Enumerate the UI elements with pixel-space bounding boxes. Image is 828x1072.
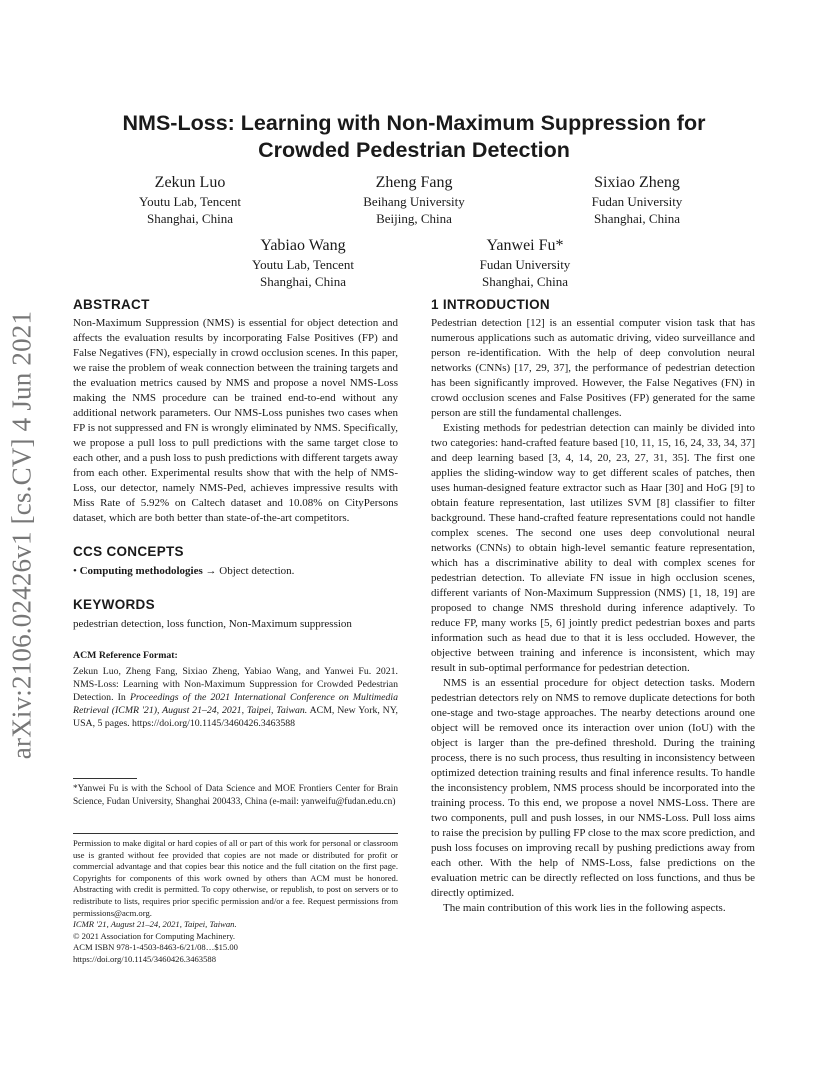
author-name: Yabiao Wang xyxy=(260,237,346,254)
author-affiliation: Youtu Lab, Tencent xyxy=(252,257,354,272)
paper-title xyxy=(60,110,768,164)
author-name: Sixiao Zheng xyxy=(594,174,680,191)
abstract-text: Non-Maximum Suppression (NMS) is essential for object detection and affects the evaluation results by incorporating False Positives (FP) and False Negatives (FN), especially in crowd occlusion scenes. In this paper, we raise the problem of weak connection between the training targets and the evaluation metrics caused by NMS and propose a novel NMS-Loss making the NMS procedure can be trained end-to-end without any additional network parameters. Our NMS-Loss punishes two cases when FP is not suppressed and FN is wrongly eliminated by NMS. Specifically, we propose a pull loss to pull predictions with the same target close to each other, and a push loss to push predictions with different targets away from each other. Experimental results show that with the help of NMS-Loss, our detector, namely NMS-Ped, achieves impressive results with Miss Rate of 5.92% on Caltech dataset and 10.08% on CityPersons dataset, which are both better than state-of-the-art competitors. xyxy=(73,317,398,524)
author-location: Beijing, China xyxy=(376,211,452,226)
ccs-term: Computing methodologies xyxy=(79,565,203,577)
author-name: Zheng Fang xyxy=(375,174,453,191)
left-column xyxy=(73,296,398,730)
title-line-2: Crowded Pedestrian Detection xyxy=(258,138,570,162)
acm-reference-text xyxy=(73,665,398,730)
title-line-1: NMS-Loss: Learning with Non-Maximum Suppression for xyxy=(122,111,706,135)
author-location: Shanghai, China xyxy=(260,274,346,289)
author-block xyxy=(314,173,514,227)
keywords-text: pedestrian detection, loss function, Non-Maximum suppression xyxy=(73,618,352,630)
acm-reference-authors: Zekun Luo, Zheng Fang, Sixiao Zheng, Yabiao Wang, and Yanwei Fu. 2021. NMS-Loss: Learning with Non-Maximum Suppression for Crowded Pedestrian Detection. In xyxy=(73,666,398,703)
footnote: *Yanwei Fu is with the School of Data Science and MOE Frontiers Center for Brain Science, Fudan University, Shanghai 200433, China (e-mail: yanweifu@fudan.edu.cn) xyxy=(73,784,398,807)
ccs-concept xyxy=(73,564,398,579)
permission-text: Permission to make digital or hard copies of all or part of this work for personal or classroom use is granted without fee provided that copies are not made or distributed for profit or commercial advantage and that copies bear this notice and the full citation on the first page. Copyrights for components of this work owned by others than ACM must be honored. Abstracting with credit is permitted. To copy otherwise, or republish, to post on servers or to redistribute to lists, requires prior specific permission and/or a fee. Request permissions from permissions@acm.org. xyxy=(73,838,398,918)
author-affiliation: Beihang University xyxy=(363,194,465,209)
keywords-heading: KEYWORDS xyxy=(73,597,155,612)
author-block xyxy=(537,173,737,227)
author-name: Yanwei Fu* xyxy=(486,237,564,254)
acm-reference-tail: ACM, New York, NY, USA, 5 pages. https://doi.org/10.1145/3460426.3463588 xyxy=(73,705,398,729)
author-location: Shanghai, China xyxy=(594,211,680,226)
permission-isbn: ACM ISBN 978-1-4503-8463-6/21/08…$15.00 xyxy=(73,942,238,953)
intro-paragraph: The main contribution of this work lies in the following aspects. xyxy=(443,902,726,914)
ccs-bullet: • xyxy=(73,565,77,577)
arxiv-id: arXiv:2106.02426v1 [cs.CV] 4 Jun 2021 xyxy=(6,310,37,760)
ccs-arrow: → xyxy=(205,565,217,577)
acm-reference-heading: ACM Reference Format: xyxy=(73,650,178,661)
permission-rule xyxy=(73,833,398,834)
intro-paragraph: NMS is an essential procedure for object detection tasks. Modern pedestrian detectors rely on NMS to remove duplicate detections for both one-stage and two-stage approaches. The nearby detections around one object will be removed once its interaction over union (IoU) with the object is larger than the pre-defined threshold. During the training process, there is no such process, thus resulting in inconsistency between optimized detection training results and final inference results. To handle the inconsistency problem, NMS process should be incorporated into the training process. To this end, we propose a novel NMS-Loss. There are two components, pull and push losses, in our NMS-Loss. Pull loss aims to raise the precision by pulling FP close to the max score prediction, and push loss focuses on improving recall by pushing predictions away from each other. With the help of NMS-Loss, false predictions on the evaluation metric can be directly reflected on loss functions, and thus be directly optimized. xyxy=(431,677,755,899)
ccs-value: Object detection. xyxy=(219,565,295,577)
right-column xyxy=(431,296,755,916)
author-affiliation: Youtu Lab, Tencent xyxy=(139,194,241,209)
author-block xyxy=(90,173,290,227)
author-block xyxy=(203,236,403,290)
author-affiliation: Fudan University xyxy=(591,194,683,209)
author-affiliation: Fudan University xyxy=(479,257,571,272)
intro-paragraph: Existing methods for pedestrian detection can mainly be divided into two categories: hand-crafted feature based [10, 11, 15, 16, 24, 33, 34, 37] and deep learning based [3, 4, 14, 20, 23, 27, 31, 35]. The first one applies the sliding-window way to get different scales of patches, then uses human-designed feature extractor such as Haar [30] and HoG [9] to obtain feature representation, last utilizes SVM [8] classifier to filter background. These hand-crafted feature representations could not handle complex scenes. The second one uses deep convolutional neural networks (CNNs) to obtain high-level semantic feature representation, which has a discriminative ability to deal with complex scenes for pedestrian detection. To alleviate FN issue in high occlusion scenes, different variants of Non-Maximum Suppression (NMS) [1, 18, 19] are proposed to change NMS threshold during inference adaptively. To reduce FP, many works [5, 6] jointly predict pedestrian boxes and parts information such as head due to that it is less occluded. However, the objective between training and inference is inconsistent, which may result in sub-optimal performance for pedestrian detection. xyxy=(431,422,755,674)
introduction-heading: 1 INTRODUCTION xyxy=(431,297,550,312)
permission-block xyxy=(73,838,398,966)
permission-copyright: © 2021 Association for Computing Machinery. xyxy=(73,930,236,941)
permission-doi: https://doi.org/10.1145/3460426.3463588 xyxy=(73,953,216,964)
permission-venue: ICMR '21, August 21–24, 2021, Taipei, Taiwan. xyxy=(73,919,237,930)
author-block xyxy=(425,236,625,290)
author-location: Shanghai, China xyxy=(147,211,233,226)
acm-reference-venue: Proceedings of the 2021 International Conference on Multimedia Retrieval (ICMR '21), August 21–24, 2021, Taipei, Taiwan. xyxy=(73,692,398,716)
intro-paragraph: Pedestrian detection [12] is an essential computer vision task that has numerous applications such as automatic driving, video surveillance and person re-identification. With the help of deep convolution neural networks (CNNs) [17, 29, 37], the performance of pedestrian detection has been significantly improved. However, the False Negatives (FN) in crowd occlusion scenes and False Positives (FP) generated for the same person are still the fundamental challenges. xyxy=(431,317,755,419)
author-name: Zekun Luo xyxy=(154,174,226,191)
footnote-rule xyxy=(73,778,137,779)
arxiv-stamp xyxy=(2,300,42,770)
abstract-heading: ABSTRACT xyxy=(73,297,150,312)
ccs-heading: CCS CONCEPTS xyxy=(73,544,184,559)
author-location: Shanghai, China xyxy=(482,274,568,289)
